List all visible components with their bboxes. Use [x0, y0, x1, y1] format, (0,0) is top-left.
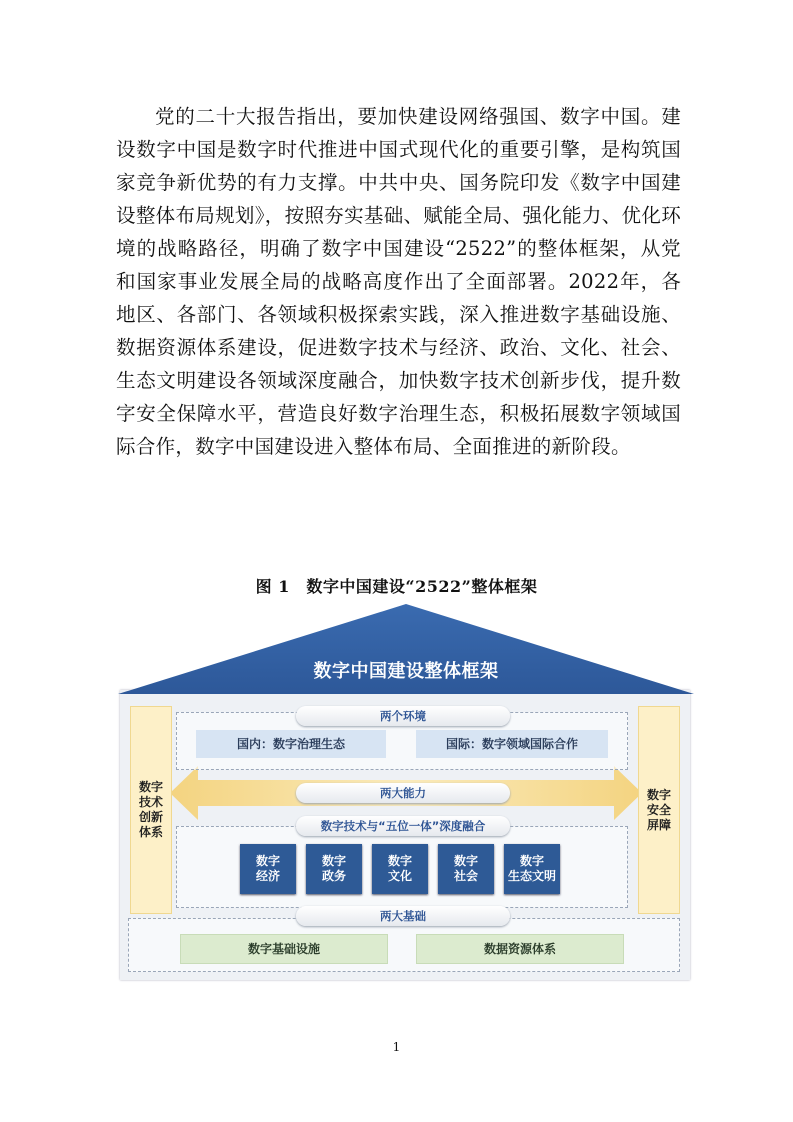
environment-label: 两个环境	[296, 706, 510, 726]
fusion-item-society: 数字 社会	[438, 844, 494, 894]
foundation-label: 两大基础	[296, 906, 510, 926]
fusion-item-economy: 数字 经济	[240, 844, 296, 894]
fusion-item-culture: 数字 文化	[372, 844, 428, 894]
fusion-label: 数字技术与“五位一体”深度融合	[296, 816, 510, 836]
figure-caption: 图 1 数字中国建设“2522”整体框架	[255, 577, 538, 596]
body-paragraph: 党的二十大报告指出，要加快建设网络强国、数字中国。建设数字中国是数字时代推进中国式现代化的重要引擎，是构筑国家竞争新优势的有力支撑。中共中央、国务院印发《数字中国建设整体布局规划》，按照夯实基础、赋能全局、强化能力、优化环境的战略路径，明确了数字中国建设“2522”的整体框架，从党和国家事业发展全局的战略高度作出了全面部署。2022年，各地区、各部门、各领域积极探索实践，深入推进数字基础设施、数据资源体系建设，促进数字技术与经济、政治、文化、社会、生态文明建设各领域深度融合，加快数字技术创新步伐，提升数字安全保障水平，营造良好数字治理生态，积极拓展数字领域国际合作，数字中国建设进入整体布局、全面推进的新阶段。	[116, 105, 681, 458]
fusion-item-ecology: 数字 生态文明	[504, 844, 560, 894]
roof-title: 数字中国建设整体框架	[313, 661, 499, 682]
digital-infrastructure-box: 数字基础设施	[180, 934, 388, 964]
page-number: 1	[392, 1040, 401, 1054]
capability-label: 两大能力	[296, 783, 510, 803]
data-resources-box: 数据资源体系	[416, 934, 624, 964]
domestic-environment-box: 国内：数字治理生态	[196, 730, 386, 758]
security-barrier: 数字 安全 屏障	[638, 706, 680, 914]
tech-innovation-system: 数字 技术 创新 体系	[130, 706, 172, 914]
fusion-item-government: 数字 政务	[306, 844, 362, 894]
international-environment-box: 国际：数字领域国际合作	[416, 730, 608, 758]
framework-diagram	[116, 600, 696, 986]
